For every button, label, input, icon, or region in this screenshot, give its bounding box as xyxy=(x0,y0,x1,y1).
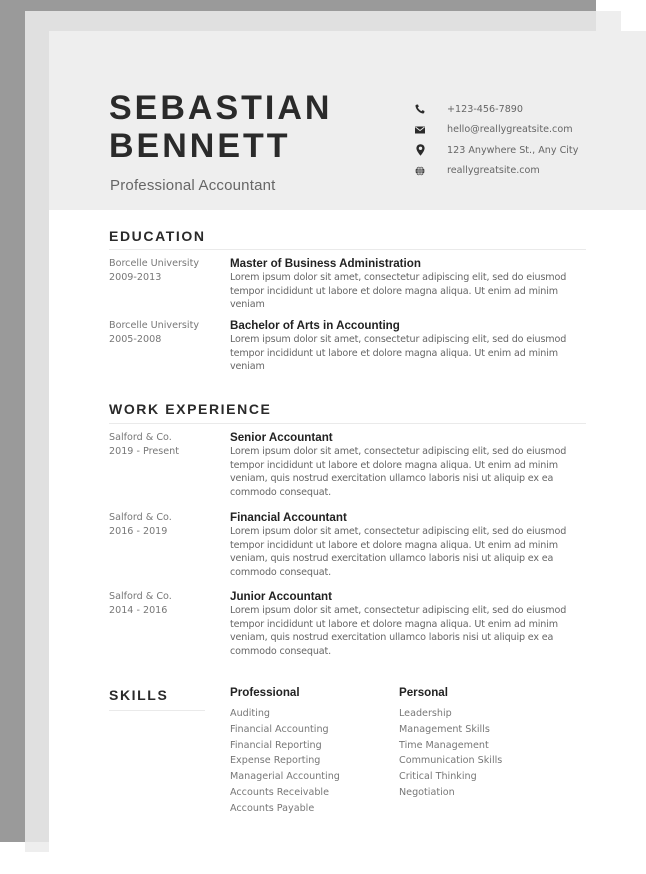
name-first: SEBASTIAN xyxy=(109,89,333,127)
skill-item: Auditing xyxy=(230,708,270,719)
work-description: Lorem ipsum dolor sit amet, consectetur adipiscing elit, sed do eiusmod tempor incididunt ut labore et dolore magna aliqua. Ut enim ad minim veniam, quis nostrud exercitation ullamco laboris nisi ut aliquip ex ea commodo consequat. xyxy=(230,446,567,498)
education-years: 2009-2013 xyxy=(109,271,162,283)
education-degree: Bachelor of Arts in Accounting xyxy=(230,319,400,332)
skill-item: Expense Reporting xyxy=(230,755,321,767)
location-pin-icon xyxy=(413,144,427,156)
work-role: Senior Accountant xyxy=(230,431,333,444)
work-years: 2014 - 2016 xyxy=(109,604,168,616)
globe-icon xyxy=(413,165,427,177)
education-meta xyxy=(109,319,224,346)
background-page-foot xyxy=(25,842,49,852)
skill-item: Leadership xyxy=(399,708,452,719)
skill-item: Critical Thinking xyxy=(399,771,477,783)
work-role: Financial Accountant xyxy=(230,511,347,524)
education-details xyxy=(230,319,590,374)
work-years: 2016 - 2019 xyxy=(109,525,168,537)
work-experience-divider xyxy=(109,423,586,424)
skills-heading: SKILLS xyxy=(109,687,169,703)
work-years: 2019 - Present xyxy=(109,445,179,457)
work-details xyxy=(230,431,590,499)
background-page-edge xyxy=(596,11,621,31)
work-description: Lorem ipsum dolor sit amet, consectetur adipiscing elit, sed do eiusmod tempor incididunt ut labore et dolore magna aliqua. Ut enim ad minim veniam, quis nostrud exercitation ullamco laboris nisi ut aliquip ex ea commodo consequat. xyxy=(230,526,567,578)
contact-website xyxy=(413,161,578,182)
work-company: Salford & Co. xyxy=(109,432,172,443)
contact-address xyxy=(413,140,578,161)
contact-email xyxy=(413,120,578,141)
work-meta xyxy=(109,511,224,538)
education-degree: Master of Business Administration xyxy=(230,257,421,270)
skill-item: Financial Reporting xyxy=(230,739,322,751)
skills-professional-heading: Professional xyxy=(230,686,300,699)
phone-icon xyxy=(413,103,427,115)
skill-item: Financial Accounting xyxy=(230,723,329,735)
education-divider xyxy=(109,249,586,250)
skill-item: Managerial Accounting xyxy=(230,771,340,783)
skills-divider xyxy=(109,710,205,711)
resume-name xyxy=(109,89,332,165)
mail-icon xyxy=(413,124,427,136)
contact-list xyxy=(413,99,578,181)
education-meta xyxy=(109,257,224,284)
contact-phone-text: +123-456-7890 xyxy=(447,103,524,115)
contact-email-text: hello@reallygreatsite.com xyxy=(447,124,573,136)
work-company: Salford & Co. xyxy=(109,512,172,523)
contact-address-text: 123 Anywhere St., Any City xyxy=(447,144,579,156)
work-company: Salford & Co. xyxy=(109,591,172,602)
skill-item: Accounts Payable xyxy=(230,802,315,814)
education-details xyxy=(230,257,590,312)
education-school: Borcelle University xyxy=(109,320,200,331)
education-description: Lorem ipsum dolor sit amet, consectetur adipiscing elit, sed do eiusmod tempor incididunt ut labore et dolore magna aliqua. Ut enim ad minim veniam xyxy=(230,334,567,372)
education-school: Borcelle University xyxy=(109,258,200,269)
skill-item: Communication Skills xyxy=(399,755,503,767)
education-heading: EDUCATION xyxy=(109,228,206,244)
skills-professional xyxy=(230,686,340,817)
work-details xyxy=(230,511,590,579)
contact-website-text: reallygreatsite.com xyxy=(447,165,540,177)
name-last: BENNETT xyxy=(109,127,291,165)
skill-item: Negotiation xyxy=(399,786,455,798)
work-experience-heading: WORK EXPERIENCE xyxy=(109,401,272,417)
resume-header xyxy=(49,31,646,210)
resume-page xyxy=(49,31,646,874)
work-details xyxy=(230,590,590,658)
work-description: Lorem ipsum dolor sit amet, consectetur adipiscing elit, sed do eiusmod tempor incididunt ut labore et dolore magna aliqua. Ut enim ad minim veniam, quis nostrud exercitation ullamco laboris nisi ut aliquip ex ea commodo consequat. xyxy=(230,605,567,657)
contact-phone xyxy=(413,99,578,120)
education-description: Lorem ipsum dolor sit amet, consectetur adipiscing elit, sed do eiusmod tempor incididunt ut labore et dolore magna aliqua. Ut enim ad minim veniam xyxy=(230,272,567,310)
skill-item: Time Management xyxy=(399,739,489,751)
job-title: Professional Accountant xyxy=(110,177,276,194)
skill-item: Management Skills xyxy=(399,723,490,735)
work-meta xyxy=(109,590,224,617)
work-meta xyxy=(109,431,224,458)
skill-item: Accounts Receivable xyxy=(230,786,329,798)
work-role: Junior Accountant xyxy=(230,590,332,603)
education-years: 2005-2008 xyxy=(109,333,162,345)
skills-personal xyxy=(399,686,502,801)
skills-personal-heading: Personal xyxy=(399,686,448,699)
